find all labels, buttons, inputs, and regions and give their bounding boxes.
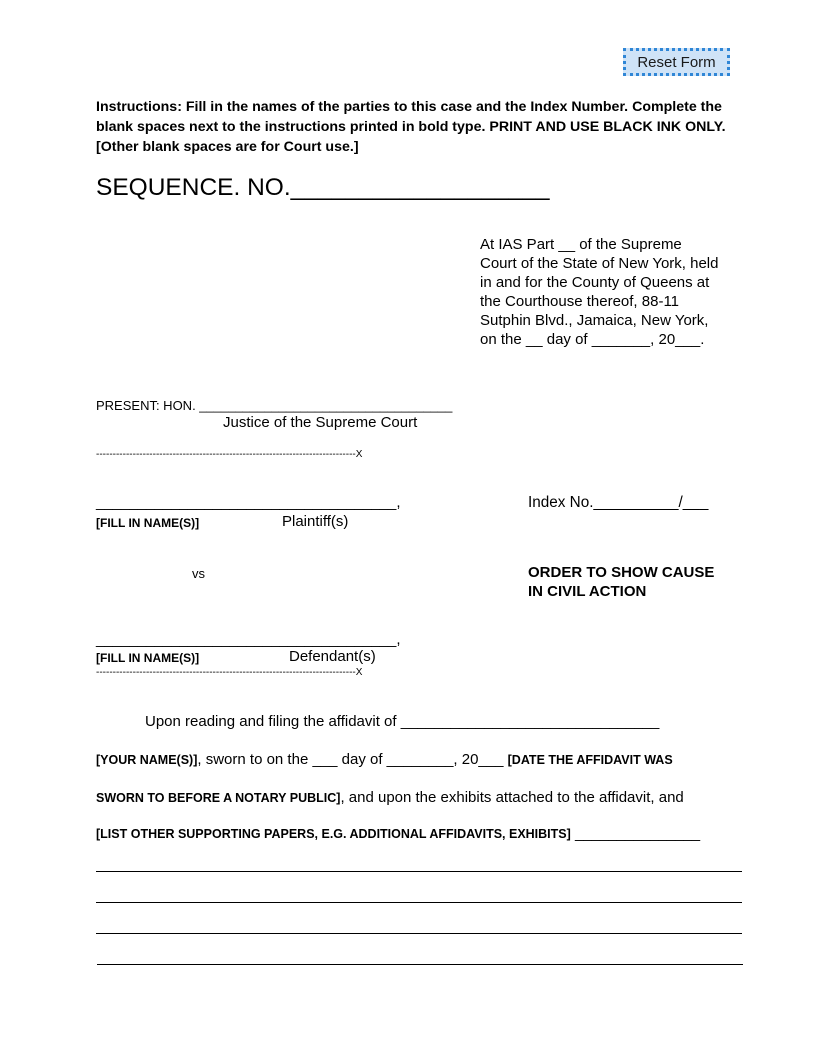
exhibits-text: , and upon the exhibits attached to the affidavit, and [340,789,684,806]
supporting-papers-blank: _______________ [570,825,701,842]
plaintiff-name-field[interactable]: ____________________________________, [96,494,401,511]
sworn-date-line[interactable] [96,751,673,769]
defendant-fill-label: [FILL IN NAME(S)] [96,651,200,665]
plaintiff-role: Plaintiff(s) [282,513,349,530]
affidavit-line[interactable]: Upon reading and filing the affidavit of _______________________________ [145,713,660,730]
notary-line [96,789,684,807]
caption-rule-top: ------------------------------------------------------------------------------X [96,449,363,460]
blank-line-2[interactable] [96,902,742,903]
your-names-label: [YOUR NAME(S)] [96,753,198,767]
justice-title: Justice of the Supreme Court [223,414,418,431]
caption-rule-bottom: ------------------------------------------------------------------------------X [96,667,363,678]
plaintiff-fill-label: [FILL IN NAME(S)] [96,516,200,530]
defendant-name-field[interactable]: ____________________________________, [96,631,401,648]
blank-line-3[interactable] [96,933,742,934]
blank-line-1[interactable] [96,871,742,872]
index-number-field[interactable]: Index No.__________/___ [528,494,709,511]
supporting-papers-line[interactable] [96,825,700,843]
blank-line-4[interactable] [97,964,743,965]
versus-label: vs [192,566,205,581]
notary-label: SWORN TO BEFORE A NOTARY PUBLIC] [96,791,341,805]
defendant-role: Defendant(s) [289,648,376,665]
court-caption: At IAS Part __ of the Supreme Court of the State of New York, held in and for the County of Queens at the Courthouse thereof, 88-11 Sutphin Blvd., Jamaica, New York, on the __ day of _______, 20___. [480,236,719,348]
document-title: ORDER TO SHOW CAUSE IN CIVIL ACTION [528,564,715,600]
date-affidavit-label: [DATE THE AFFIDAVIT WAS [507,753,673,767]
reset-form-button[interactable]: Reset Form [623,48,730,76]
sequence-number-field[interactable]: SEQUENCE. NO.___________________ [96,174,550,201]
sworn-date-text: , sworn to on the ___ day of ________, 20___ [197,751,508,768]
supporting-papers-label: [LIST OTHER SUPPORTING PAPERS, E.G. ADDITIONAL AFFIDAVITS, EXHIBITS] [96,827,571,841]
instructions: Instructions: Fill in the names of the parties to this case and the Index Number. Complete the blank spaces next to the instructions printed in bold type. PRINT AND USE BLACK INK ONLY. [Other blank spaces are for Court use.] [96,99,726,155]
present-hon-line[interactable]: PRESENT: HON. ___________________________________ [96,398,453,413]
